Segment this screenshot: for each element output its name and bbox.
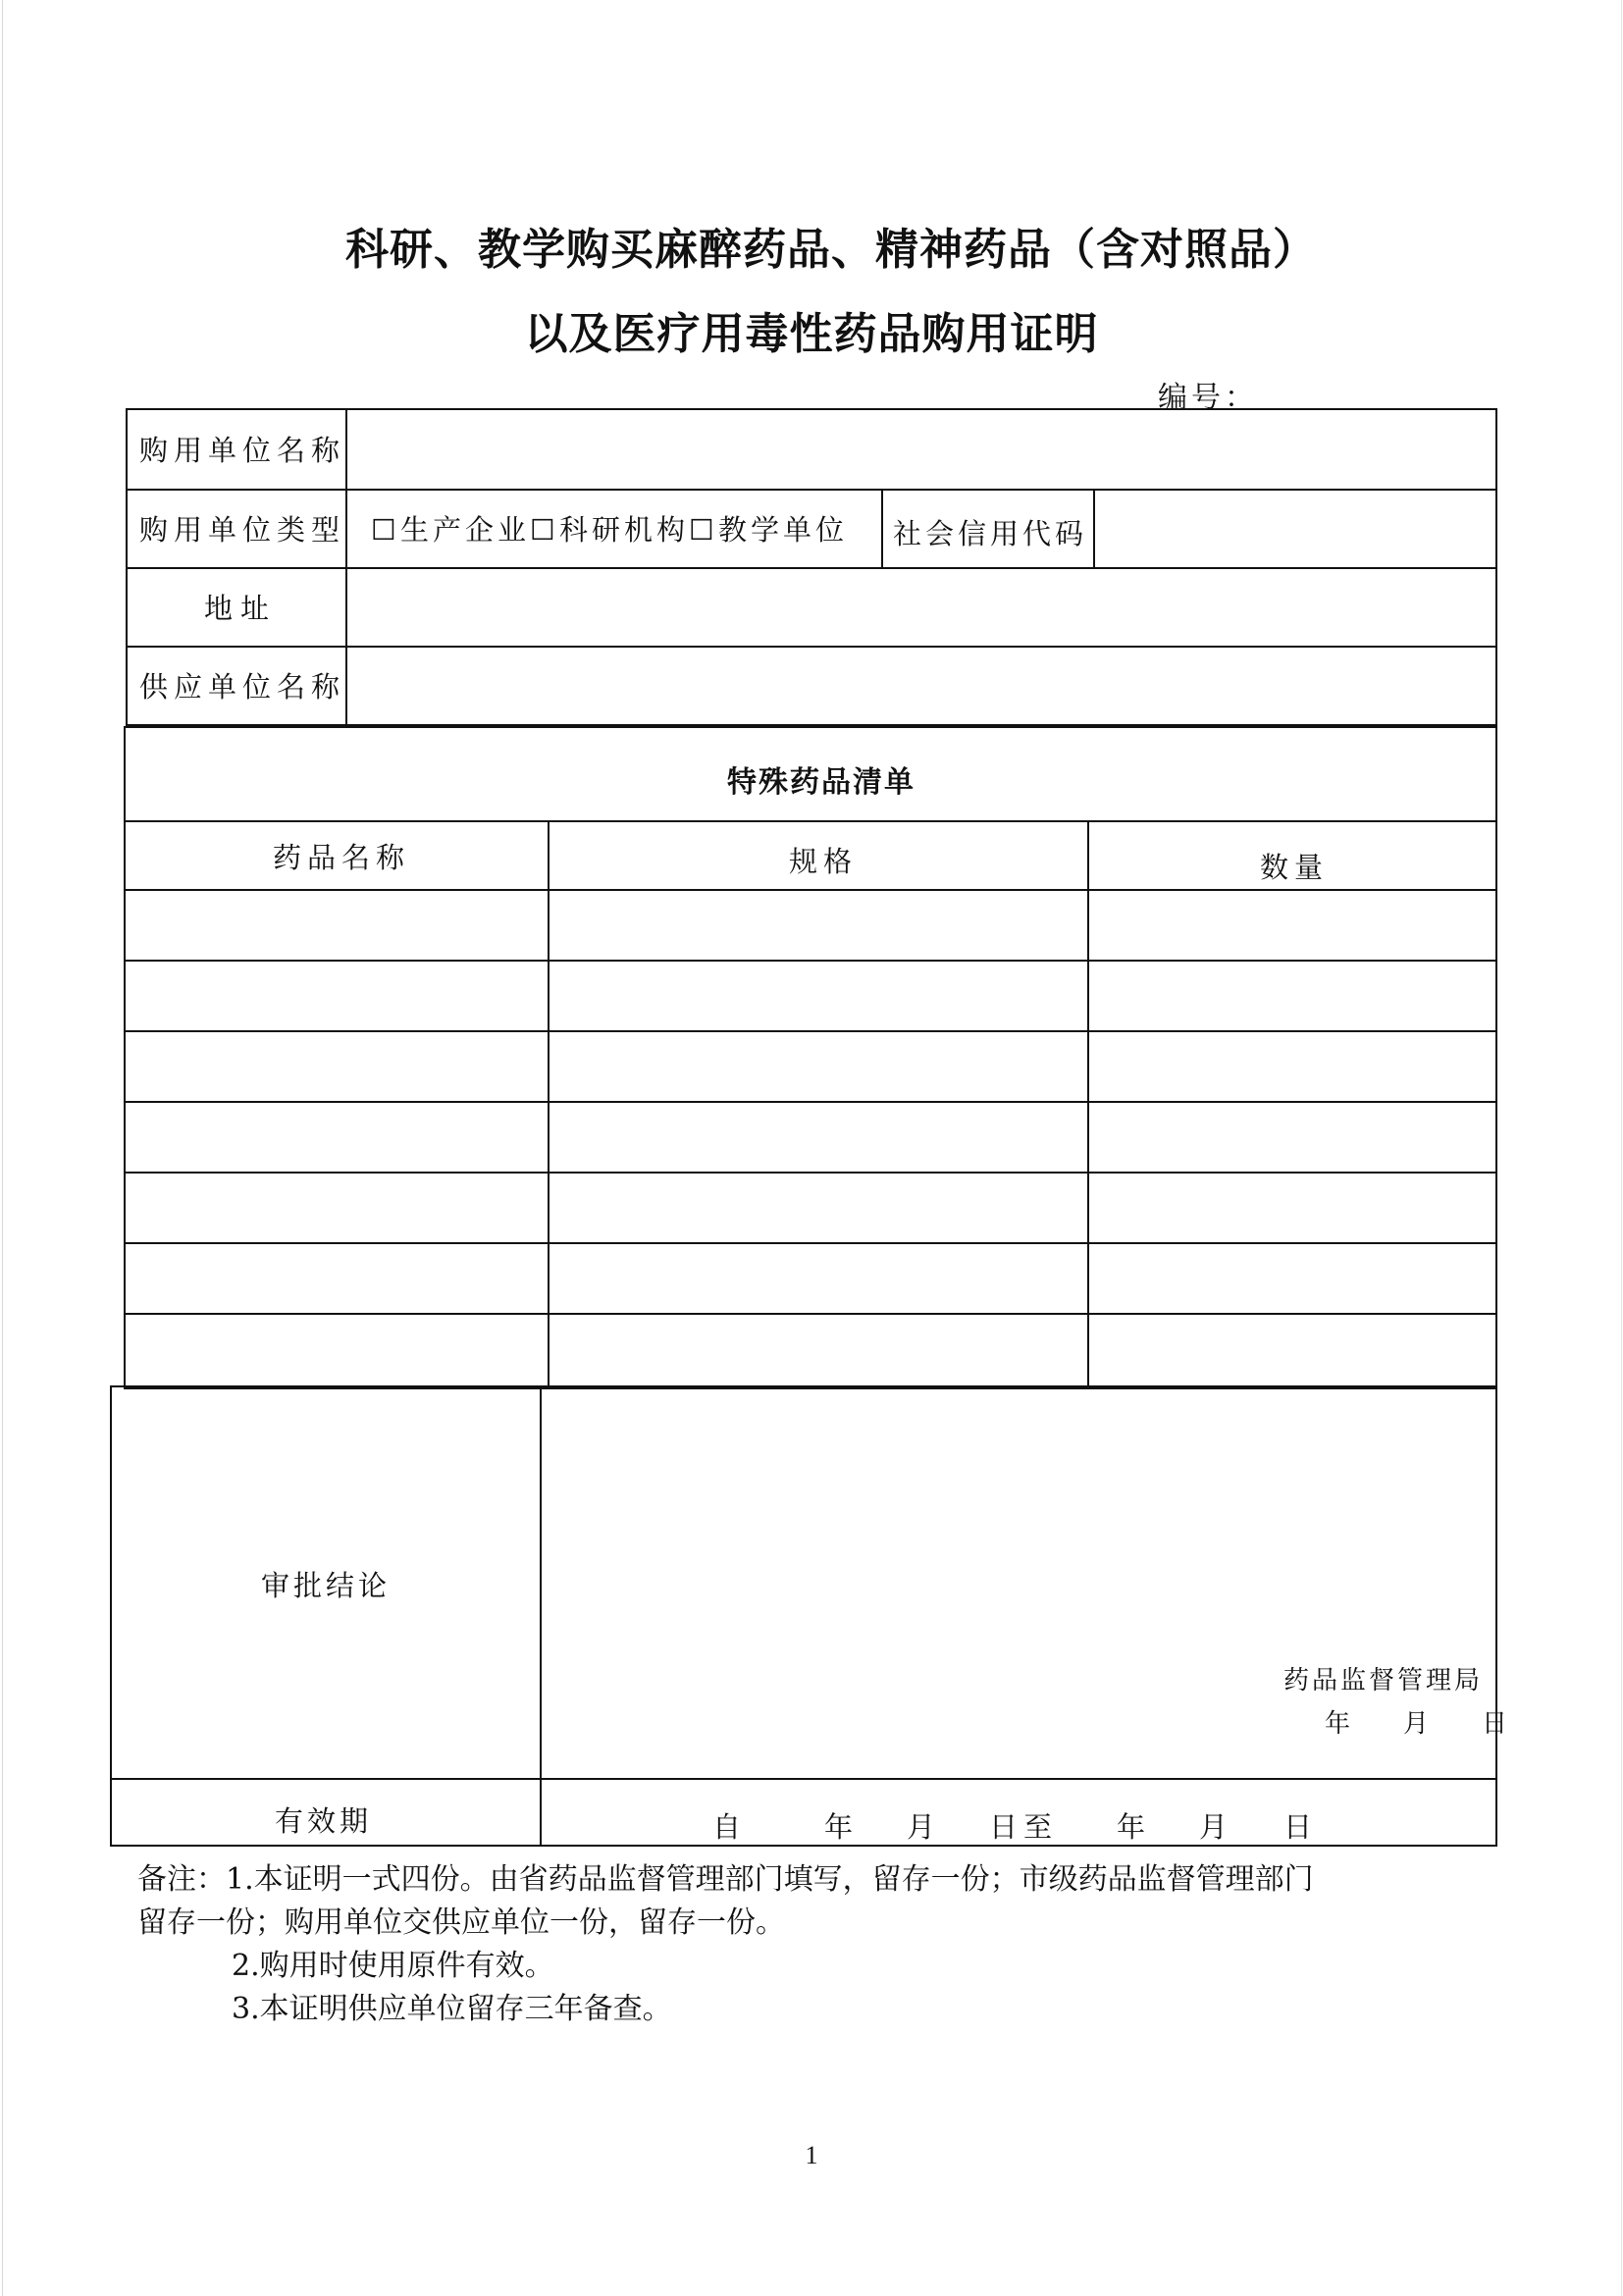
label-column-divider <box>345 408 347 726</box>
column-header-spec: 规格 <box>789 845 859 878</box>
approval-label: 审批结论 <box>261 1569 392 1602</box>
supplier-name-label: 供应单位名称 <box>139 670 346 704</box>
drug-row-3-cell-2[interactable] <box>555 1034 1081 1097</box>
drug-row-2-cell-2[interactable] <box>555 964 1081 1026</box>
address-field[interactable] <box>349 571 1493 642</box>
drug-row-4-cell-3[interactable] <box>1095 1105 1490 1168</box>
validity-divider <box>110 1778 1497 1780</box>
validity-label: 有效期 <box>275 1804 373 1838</box>
column-header-drug-name: 药品名称 <box>273 841 411 874</box>
drug-row-6-cell-2[interactable] <box>555 1246 1081 1309</box>
row-divider <box>124 1242 1497 1244</box>
page-number: 1 <box>805 2141 818 2169</box>
row-divider <box>124 820 1497 822</box>
remarks-line-3: 2.购用时使用原件有效。 <box>232 1949 554 1983</box>
drug-row-3-cell-3[interactable] <box>1095 1034 1490 1097</box>
row-divider <box>124 1313 1497 1315</box>
drug-row-7-cell-2[interactable] <box>555 1317 1081 1380</box>
drug-row-7-cell-1[interactable] <box>131 1317 542 1380</box>
validity-day-to: 日至 <box>989 1810 1059 1844</box>
drug-row-3-cell-1[interactable] <box>131 1034 542 1097</box>
buyer-type-options[interactable]: ☐生产企业☐科研机构☐教学单位 <box>371 513 848 547</box>
serial-number-label: 编号： <box>1158 381 1258 415</box>
row-divider <box>126 646 1497 648</box>
approval-date: 年 月 日 <box>1325 1709 1522 1739</box>
buyer-type-label: 购用单位类型 <box>139 513 346 547</box>
validity-year-2: 年 <box>1117 1810 1152 1844</box>
header-divider <box>124 889 1497 891</box>
drug-row-6-cell-3[interactable] <box>1095 1246 1490 1309</box>
validity-month-2: 月 <box>1199 1810 1234 1844</box>
row-divider <box>126 567 1497 569</box>
row-divider <box>124 1172 1497 1174</box>
drug-row-5-cell-3[interactable] <box>1095 1175 1490 1238</box>
drug-list-title: 特殊药品清单 <box>727 765 916 800</box>
drug-row-6-cell-1[interactable] <box>131 1246 542 1309</box>
drug-row-1-cell-1[interactable] <box>131 893 542 956</box>
validity-year-1: 年 <box>824 1810 860 1844</box>
drug-row-7-cell-3[interactable] <box>1095 1317 1490 1380</box>
row-divider <box>124 1101 1497 1103</box>
validity-day-2: 日 <box>1283 1810 1319 1844</box>
credit-code-label: 社会信用代码 <box>893 517 1088 550</box>
drug-row-5-cell-2[interactable] <box>555 1175 1081 1238</box>
remarks-line-2: 留存一份；购用单位交供应单位一份，留存一份。 <box>137 1905 785 1940</box>
document-title-line-1: 科研、教学购买麻醉药品、精神药品（含对照品） <box>345 225 1317 275</box>
credit-code-field[interactable] <box>1097 493 1493 563</box>
document-title-line-2: 以及医疗用毒性药品购用证明 <box>524 309 1099 359</box>
validity-month-1: 月 <box>907 1810 942 1844</box>
approval-authority: 药品监督管理局 <box>1283 1666 1484 1696</box>
remarks-line-1: 备注：1.本证明一式四份。由省药品监督管理部门填写，留存一份；市级药品监督管理部门 <box>137 1862 1314 1897</box>
credit-code-divider-left <box>881 489 883 567</box>
row-divider <box>124 960 1497 962</box>
drug-row-1-cell-3[interactable] <box>1095 893 1490 956</box>
supplier-name-field[interactable] <box>349 650 1493 722</box>
drug-row-4-cell-2[interactable] <box>555 1105 1081 1168</box>
drug-row-2-cell-3[interactable] <box>1095 964 1490 1026</box>
drug-row-5-cell-1[interactable] <box>131 1175 542 1238</box>
remarks-line-4: 3.本证明供应单位留存三年备查。 <box>232 1992 672 2026</box>
credit-code-divider-right <box>1093 489 1095 567</box>
drug-row-2-cell-1[interactable] <box>131 964 542 1026</box>
drug-row-1-cell-2[interactable] <box>555 893 1081 956</box>
remarks <box>137 1858 1492 2031</box>
buyer-name-label: 购用单位名称 <box>139 434 346 467</box>
row-divider <box>124 1030 1497 1032</box>
drug-row-4-cell-1[interactable] <box>131 1105 542 1168</box>
column-divider-1 <box>548 820 550 1389</box>
column-header-quantity: 数量 <box>1260 851 1330 884</box>
address-label: 地址 <box>204 592 278 625</box>
buyer-name-field[interactable] <box>349 412 1493 487</box>
validity-from: 自 <box>712 1810 748 1844</box>
row-divider <box>126 489 1497 491</box>
column-divider-2 <box>1087 820 1089 1389</box>
